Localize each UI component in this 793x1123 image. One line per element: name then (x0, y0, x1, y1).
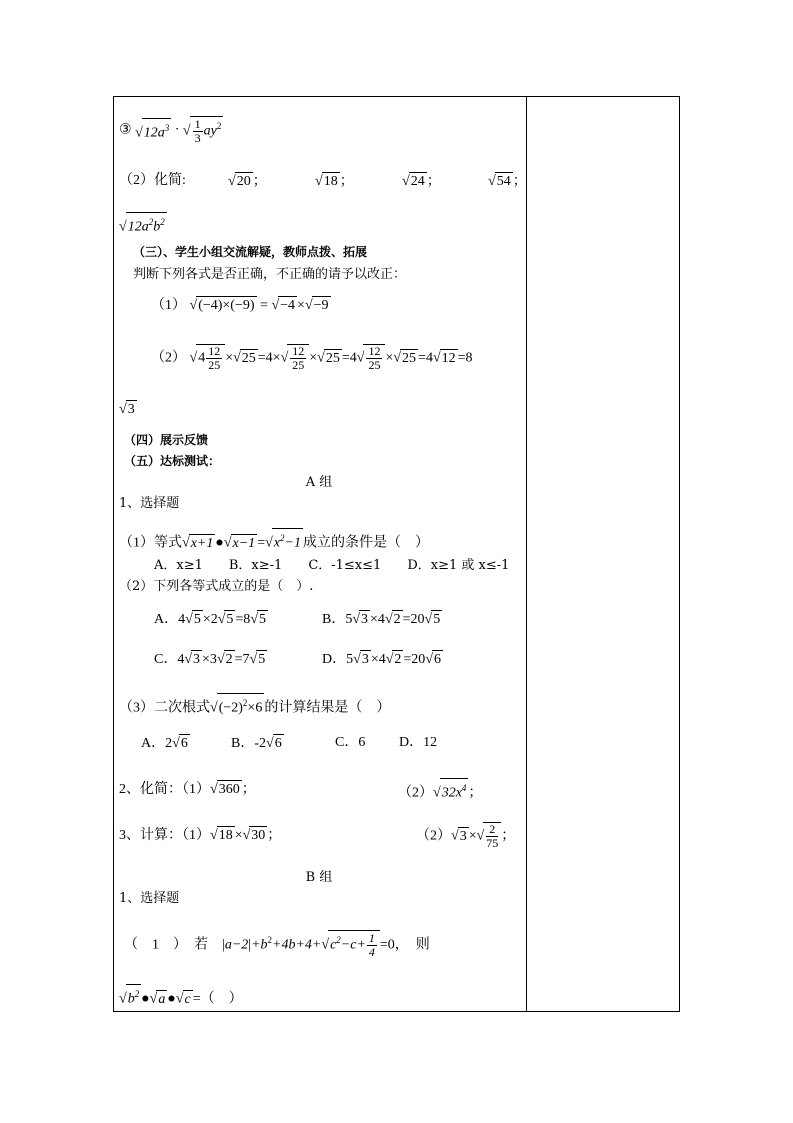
numerator: 12 (368, 344, 381, 358)
judge-2: （2） √4 $\frac{12}{25}$ ×√25 =4×√ $\frac{12}{25}$ ×√25 =4√ $\frac{12}{25}$ ×√25 =4√12 =8 (151, 344, 473, 372)
radicand: −c+ (340, 937, 366, 953)
radical-20: √20 ； (228, 174, 267, 189)
fraction (366, 345, 382, 372)
numerator: 1 (368, 930, 375, 945)
radicand: 20 (236, 174, 251, 189)
item-3-expression (119, 116, 223, 145)
question-2: （2）下列各等式成立的是（ ）. (119, 579, 314, 594)
section-5-heading: （五）达标测试： (124, 454, 221, 468)
denominator: 75 (486, 836, 499, 850)
radicand: 3 (361, 652, 369, 667)
exponent: 2 (148, 217, 154, 227)
exponent: 2 (134, 989, 140, 999)
text: =7 (234, 652, 250, 667)
bullet: ● (215, 535, 224, 551)
text: =4× (257, 350, 281, 366)
text: =8 (457, 350, 473, 366)
radicand: 6 (274, 736, 282, 751)
radical-12a2b2: $√12a^2b^2$ (119, 212, 167, 237)
radicand: 18 (323, 174, 338, 189)
radicand: 24 (410, 174, 425, 189)
radicand: 5 (193, 612, 201, 627)
times: × (309, 350, 318, 366)
column-divider (526, 96, 527, 1012)
radicand: 3 (127, 402, 135, 417)
denominator: 3 (194, 130, 201, 145)
radicand: 5 (259, 612, 266, 627)
question-3: （3）二次根式$√(-2)^2\times 6$ 的计算结果是（ ） (119, 693, 390, 718)
semicolon: ； (501, 828, 516, 844)
q3-option-c: C．6 (335, 735, 366, 750)
radical: √ $\frac{1}{3}$ $ay^2$ (182, 116, 222, 145)
text: +4b+4+ (272, 937, 322, 953)
text: C．4 (154, 652, 185, 667)
radicand: 360 (218, 782, 240, 797)
radical: $√12a^3$ (135, 118, 171, 143)
radicand: c (184, 991, 191, 1007)
semicolon: ； (512, 174, 527, 189)
radicand: 25 (241, 350, 256, 366)
radicand: 5 (226, 612, 234, 627)
radicand: 32x (441, 785, 462, 801)
radicand: ×6 (247, 700, 263, 716)
times: × (385, 350, 394, 366)
text: =（ ） (192, 991, 243, 1007)
section-3-heading: （三）、学生小组交流解疑，教师点拨、拓展 (133, 245, 368, 259)
bullet: ● (167, 991, 176, 1007)
radicand: 2 (225, 652, 233, 667)
denominator: 4 (368, 944, 375, 959)
radicand: x−1 (232, 535, 256, 551)
text: A．4 (154, 612, 186, 627)
semicolon: ； (426, 174, 441, 189)
radicand: (−4)×(−9) (198, 298, 255, 313)
exponent: 3 (164, 123, 170, 134)
radicand: 5 (433, 612, 441, 627)
option-c: C．4√3 ×3√2 =7√5 (154, 652, 266, 667)
text: =4 (418, 350, 433, 366)
q3-option-b: B．-2√6 (231, 736, 282, 751)
radicand: 6 (180, 736, 188, 751)
radicand: 12a (143, 125, 165, 141)
label: （2） (151, 350, 186, 366)
numerator: 12 (292, 344, 305, 358)
numerator: 12 (208, 344, 221, 358)
exponent: 2 (160, 217, 165, 227)
text: ×2 (202, 612, 218, 627)
text: =0， 则 (379, 937, 430, 953)
radicand: 54 (496, 174, 511, 189)
fraction (367, 932, 377, 959)
text: 成立的条件是（ ） (302, 535, 429, 551)
text: ×4 (370, 612, 385, 627)
b-question-1: （ 1 ） 若 $|a-2|+b^2+4b+4+√c^2-c+$ $\frac{1}{4}$ =0， 则 (124, 930, 430, 959)
radicand: 3 (193, 652, 201, 667)
semicolon: ； (252, 174, 267, 189)
fraction (486, 823, 498, 850)
times: × (225, 350, 234, 366)
semicolon: ； (267, 828, 282, 843)
question-1-options: A．x≥1 B．x≥-1 C．-1≤x≤1 D．x≥1 或 x≤-1 (154, 558, 510, 573)
option-b: B．5√3 ×4√2 =20√5 (322, 612, 441, 627)
section-4-heading: （四）展示反馈 (124, 433, 209, 447)
simplify-exercise-2: $(2)√32x^4$ ； (398, 778, 482, 803)
radicand: 3 (361, 612, 369, 627)
b-question-1-continued: $√b^2$ ●√a ●√c =（ ） (119, 984, 243, 1009)
exponent: 4 (461, 783, 467, 793)
times: × (234, 828, 243, 843)
simplify-exercise-1: 2、化简：（1）√360 ； (119, 782, 256, 797)
semicolon: ； (468, 785, 483, 801)
q3-option-a: A．2√6 (141, 736, 188, 751)
text: （3）二次根式 (119, 700, 210, 716)
radicand: a (158, 991, 166, 1007)
radicand: 5 (258, 652, 266, 667)
text: （1）等式 (119, 535, 182, 551)
text: （ 1 ） 若 (124, 937, 208, 953)
denominator: 25 (368, 358, 381, 372)
text: +b (251, 937, 268, 953)
exponent: 2 (280, 533, 285, 543)
compute-exercise-2: （2）√3 ×√ $\frac{2}{75}$ ； (416, 822, 516, 850)
text: D．5 (322, 652, 354, 667)
option-d: D．5√3 ×4√2 =20√6 (322, 652, 441, 667)
exponent: 2 (216, 121, 222, 131)
radicand: −4 (280, 298, 296, 313)
radical-24: √24 ； (402, 174, 441, 189)
circled-number: ③ (119, 122, 132, 138)
radical-54: √54 ； (488, 174, 527, 189)
numerator: 1 (194, 116, 201, 131)
compute-exercise-1: 3、计算：（1）√18 ×√30 ； (119, 828, 282, 843)
denominator: 25 (292, 358, 305, 372)
exponent: 2 (242, 698, 248, 708)
text: B．-2 (231, 736, 266, 751)
equals: = (260, 298, 268, 313)
fraction (206, 345, 222, 372)
group-b-heading: B 组 (305, 870, 333, 885)
judge-1: （1） √(−4)×(−9) = √−4 ×√−9 (151, 298, 329, 313)
judge-2-continued: √3 (119, 402, 135, 417)
whole: 4 (198, 350, 206, 366)
exponent: 2 (336, 935, 341, 945)
radicand: 3 (459, 828, 467, 844)
text: B．5 (322, 612, 353, 627)
semicolon: ； (241, 782, 256, 797)
text: （2） (398, 785, 433, 801)
times: × (297, 298, 305, 313)
text: （2） (416, 828, 451, 844)
text: =8 (235, 612, 251, 627)
denominator: 25 (208, 358, 221, 372)
exponent: 2 (267, 935, 273, 945)
option-a: A．4√5 ×2√5 =8√5 (154, 612, 266, 627)
text: 的计算结果是（ ） (264, 700, 391, 716)
text: =4 (341, 350, 357, 366)
text: 2、化简：（1） (119, 782, 210, 797)
equals: = (257, 535, 266, 551)
radicand: b (127, 991, 135, 1007)
text: 3、计算：（1） (119, 828, 210, 843)
text: A．2 (141, 736, 173, 751)
radicand: −1 (284, 535, 301, 551)
choice-section-b: 1、选择题 (119, 891, 180, 906)
radicand: 12a (127, 219, 149, 235)
radicand: b (153, 219, 161, 235)
text: ×4 (370, 652, 386, 667)
text: =20 (402, 612, 425, 627)
radicand: 6 (434, 652, 441, 667)
text: ×3 (202, 652, 217, 667)
question-1: （1）等式√x+1 ●√x−1 $=√x^2-1$ 成立的条件是（ ） (119, 528, 429, 553)
radicand: x+1 (190, 535, 214, 551)
choice-section-a: 1、选择题 (119, 496, 180, 511)
radicand: 18 (218, 828, 233, 843)
radicand: 2 (394, 652, 402, 667)
label: （2）化简: (119, 173, 186, 188)
judge-instruction: 判断下列各式是否正确，不正确的请予以改正： (133, 267, 407, 282)
bullet: ● (141, 991, 150, 1007)
text: =20 (403, 652, 426, 667)
radicand: 12 (441, 350, 456, 366)
radicand: (−2) (218, 700, 243, 716)
fraction (193, 118, 203, 145)
semicolon: ； (339, 174, 354, 189)
radicand: ay (203, 123, 217, 139)
radicand: c (330, 937, 337, 953)
simplify-line (119, 172, 186, 190)
dot: · (174, 122, 180, 138)
radicand: x (273, 535, 280, 551)
radical-18: √18 ； (315, 174, 354, 189)
q3-option-d: D．12 (399, 735, 438, 750)
radicand: 25 (402, 350, 417, 366)
radicand: 25 (325, 350, 340, 366)
label: （1） (151, 298, 186, 313)
radicand: −9 (313, 298, 329, 313)
times: × (468, 828, 477, 844)
group-a-heading: A 组 (305, 475, 333, 490)
radicand: 2 (393, 612, 401, 627)
abs-value: a−2 (224, 937, 249, 953)
radicand: 30 (251, 828, 266, 843)
numerator: 2 (486, 823, 498, 837)
fraction (290, 345, 306, 372)
